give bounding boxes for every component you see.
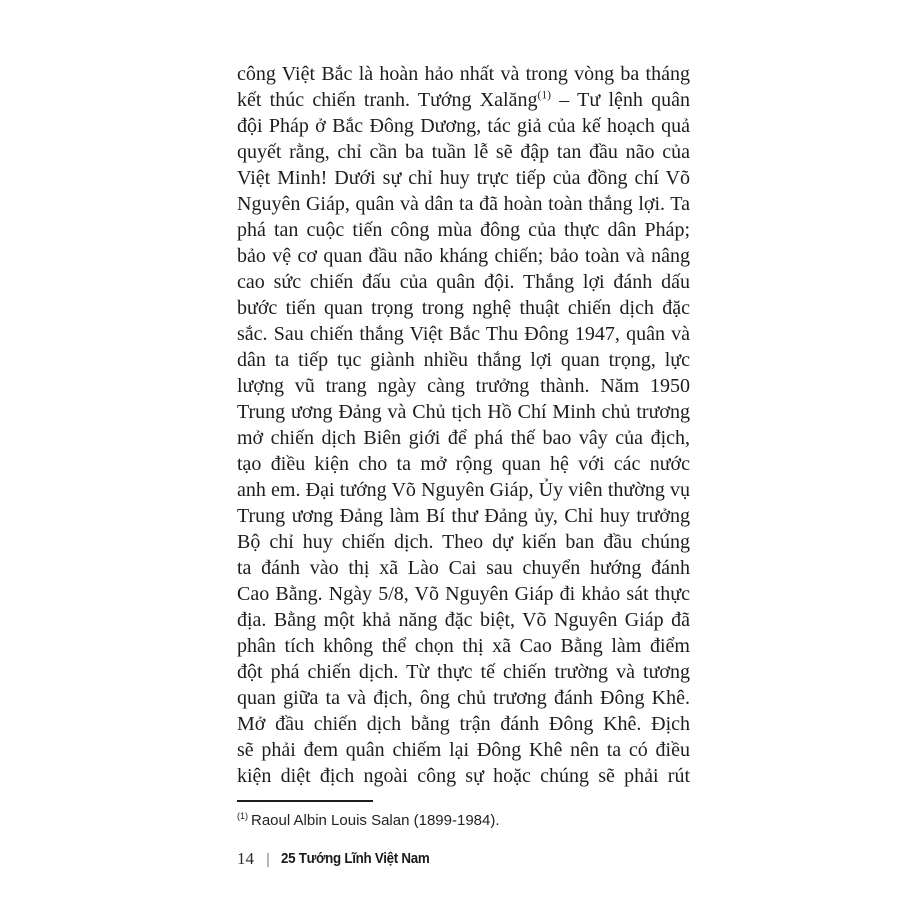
body-text — [237, 61, 690, 789]
body-line: công Việt Bắc là hoàn hảo nhất và trong vòng ba tháng — [237, 63, 690, 85]
body-line: anh em. Đại tướng Võ Nguyên Giáp, Ủy viên thường vụ — [237, 479, 690, 501]
footnote-rule — [237, 800, 373, 802]
body-line: Trung ương Đảng và Chủ tịch Hồ Chí Minh chủ trương — [237, 401, 690, 423]
footer-separator: | — [266, 850, 270, 868]
body-line: sẽ phải đem quân chiếm lại Đông Khê nên ta có điều — [237, 739, 690, 761]
footnote-marker: (1) — [237, 811, 248, 821]
body-line: dân ta tiếp tục giành nhiều thắng lợi quan trọng, lực — [237, 349, 690, 371]
body-line: kiện diệt địch ngoài công sự hoặc chúng sẽ phải rút — [237, 765, 690, 787]
body-line: Việt Minh! Dưới sự chỉ huy trực tiếp của đồng chí Võ — [237, 167, 690, 189]
body-line: Cao Bằng. Ngày 5/8, Võ Nguyên Giáp đi khảo sát thực — [237, 583, 690, 605]
body-line: ta đánh vào thị xã Lào Cai sau chuyển hướng đánh — [237, 557, 690, 579]
body-line: Nguyên Giáp, quân và dân ta đã hoàn toàn thắng lợi. Ta — [237, 193, 690, 215]
page-footer — [237, 849, 690, 869]
body-line: địa. Bằng một khả năng đặc biệt, Võ Nguyên Giáp đã — [237, 609, 690, 631]
body-line: quyết rằng, chỉ cần ba tuần lễ sẽ đập tan đầu não của — [237, 141, 690, 163]
body-line: lượng vũ trang ngày càng trưởng thành. Năm 1950 — [237, 375, 690, 397]
body-line: cao sức chiến đấu của quân đội. Thắng lợi đánh dấu — [237, 271, 690, 293]
body-line: Trung ương Đảng làm Bí thư Đảng ủy, Chỉ huy trưởng — [237, 505, 690, 527]
footnote — [237, 811, 690, 830]
body-line: phá tan cuộc tiến công mùa đông của thực dân Pháp; — [237, 219, 690, 241]
body-line: bước tiến quan trọng trong nghệ thuật chiến dịch đặc — [237, 297, 690, 319]
body-line: sắc. Sau chiến thắng Việt Bắc Thu Đông 1947, quân và — [237, 323, 690, 345]
body-line: bảo vệ cơ quan đầu não kháng chiến; bảo toàn và nâng — [237, 245, 690, 267]
body-line: Mở đầu chiến dịch bằng trận đánh Đông Khê. Địch — [237, 713, 690, 735]
body-line: phân tích không thể chọn thị xã Cao Bằng làm điểm — [237, 635, 690, 657]
footnote-text: Raoul Albin Louis Salan (1899-1984). — [251, 812, 500, 829]
body-line: mở chiến dịch Biên giới để phá thế bao vây của địch, — [237, 427, 690, 449]
body-line: tạo điều kiện cho ta mở rộng quan hệ với các nước — [237, 453, 690, 475]
body-line: Bộ chỉ huy chiến dịch. Theo dự kiến ban đầu chúng — [237, 531, 690, 553]
body-line: đột phá chiến dịch. Từ thực tế chiến trường và tương — [237, 661, 690, 683]
body-line: quan giữa ta và địch, ông chủ trương đánh Đông Khê. — [237, 687, 690, 709]
body-line: kết thúc chiến tranh. Tướng Xalăng$^{(1)}$ – Tư lệnh quân — [237, 88, 690, 111]
page-number: 14 — [237, 849, 254, 868]
body-line: đội Pháp ở Bắc Đông Dương, tác giả của kế hoạch quả — [237, 115, 690, 137]
book-title: 25 Tướng Lĩnh Việt Nam — [280, 851, 430, 867]
